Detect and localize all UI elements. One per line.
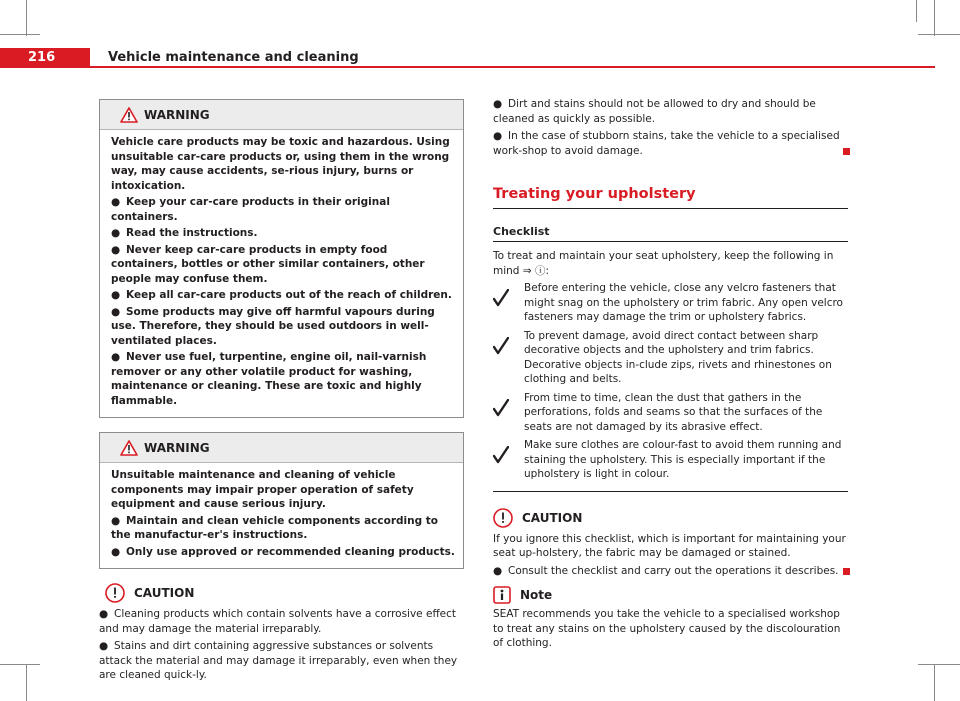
caution-body [493,532,848,579]
info-icon [493,586,511,604]
section-title: Treating your upholstery [493,186,848,209]
list-item: ● Consult the checklist and carry out the operations it describes. [493,564,839,577]
warning-triangle-icon [120,440,138,456]
list-item: ● Some products may give off harmful vapours during use. Therefore, they should be used outdoors in well-ventilated places. [111,305,435,347]
checkmark-icon [493,399,509,417]
list-item: ● Only use approved or recommended cleaning products. [111,545,455,558]
checklist-item: To prevent damage, avoid direct contact between sharp decorative objects and the upholstery and trim fabrics. Decorative objects in-clude zips, rivets and rhinestones on clothing and belts. [493,329,848,387]
list-item: ● Keep all car-care products out of the reach of children. [111,289,452,301]
checkmark-icon [493,289,509,307]
note-title: Note [520,588,553,602]
warning-header [100,100,463,130]
list-item: ● Stains and dirt containing aggressive substances or solvents attack the material and may damage it irreparably, even when they are cleaned quick-ly. [99,640,458,681]
note-header [493,586,848,604]
end-mark [843,148,850,155]
crop-mark [26,0,27,36]
caution-body [99,607,464,683]
crop-mark [0,34,40,35]
warning-body [100,463,463,568]
caution-title: CAUTION [522,510,583,525]
caution-header [105,583,464,603]
checklist-item: From time to time, clean the dust that gathers in the perforations, folds and seams so that the surfaces of the seats are not damaged by its abrasive effect. [493,391,848,435]
crop-mark [934,664,935,701]
page-number: 216 [0,48,90,68]
list-item: ● In the case of stubborn stains, take the vehicle to a specialised work-shop to avoid damage. [493,130,840,157]
list-item: ● Dirt and stains should not be allowed to dry and should be cleaned as quickly as possible. [493,98,816,125]
warning-box [99,99,464,418]
caution-icon [105,583,125,603]
warning-intro: Unsuitable maintenance and cleaning of vehicle components may impair proper operation of safety equipment and cause serious injury. [111,469,414,510]
caution-header [493,508,848,528]
left-column [99,99,464,686]
header-rule [90,66,935,68]
checkmark-icon [493,446,509,464]
list-item: ● Keep your car-care products in their original containers. [111,196,390,223]
checkmark-icon [493,337,509,355]
crop-mark [918,664,960,665]
crop-mark [918,34,960,35]
checklist-intro: To treat and maintain your seat upholstery, keep the following in mind ⇒ ⓘ: [493,250,834,277]
list-item: ● Read the instructions. [111,227,258,239]
page-title: Vehicle maintenance and cleaning [108,50,359,65]
checklist-title: Checklist [493,225,848,242]
list-item: ● Never use fuel, turpentine, engine oil, nail-varnish remover or any other volatile product for washing, maintenance or cleaning. These are toxic and highly flammable. [111,351,427,407]
checklist-item: Make sure clothes are colour-fast to avoid them running and staining the upholstery. This is especially important if the upholstery is light in colour. [493,438,848,482]
warning-body [100,130,463,417]
note-body: SEAT recommends you take the vehicle to a specialised workshop to treat any stains on the upholstery caused by the discolouration of clothing. [493,608,841,649]
list-item: ● Cleaning products which contain solvents have a corrosive effect and may damage the material irreparably. [99,608,457,635]
crop-mark [916,0,917,22]
intro-bullets [493,97,848,158]
list-item: ● Never keep car-care products in empty food containers, bottles or other similar containers, other people may confuse them. [111,243,425,285]
warning-intro: Vehicle care products may be toxic and hazardous. Using unsuitable car-care products or, using them in the wrong way, may cause accidents, se-rious injury, burns or intoxication. [111,136,450,192]
warning-title: WARNING [144,440,210,455]
list-item: ● Maintain and clean vehicle components according to the manufactur-er's instructions. [111,514,439,541]
checklist-item: Before entering the vehicle, close any velcro fasteners that might snag on the upholstery or trim fabric. Any open velcro fasteners may damage the trim or upholstery fabrics. [493,281,848,325]
crop-mark [26,664,27,701]
caution-icon [493,508,513,528]
crop-mark [0,664,40,665]
right-column [493,97,848,651]
divider [493,491,848,492]
end-mark [843,568,850,575]
warning-title: WARNING [144,107,210,122]
warning-header [100,433,463,463]
warning-triangle-icon [120,107,138,123]
caution-title: CAUTION [134,586,195,600]
crop-mark [934,0,935,36]
caution-text: If you ignore this checklist, which is important for maintaining your seat up-holstery, the fabric may be damaged or stained. [493,532,846,559]
warning-box [99,432,464,569]
